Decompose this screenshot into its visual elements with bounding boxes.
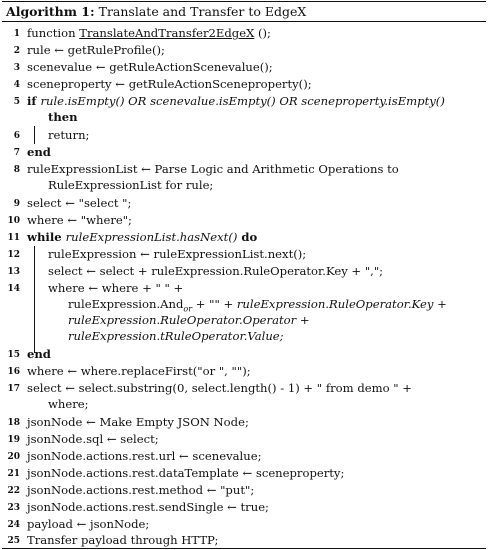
line-text [27,230,257,245]
line-text: jsonNode.actions.rest.method ← "put"; [27,483,255,497]
line-text: jsonNode.actions.rest.sendSingle ← true; [27,500,269,514]
line-text: scenevalue ← getRuleActionScenevalue(); [27,60,273,74]
algorithm-box [2,1,486,549]
line-number: 12 [7,250,20,260]
line-number: 17 [7,384,20,394]
line-number: 18 [7,418,20,428]
line-text: sceneproperty ← getRuleActionSceneproperty(); [27,77,312,91]
line-text [27,26,271,41]
function-name: TranslateAndTransfer2EdgeX [79,26,255,40]
line-text: select ← select + ruleExpression.RuleOperator.Key + ","; [48,264,384,278]
line-number: 8 [13,165,20,175]
line-number: 2 [13,46,20,56]
line-number: 5 [13,97,20,107]
or-subscript: or [183,304,193,314]
keyword-if: if [27,94,41,108]
line-number: 14 [7,284,20,294]
function-parens: (); [254,26,271,40]
key-part: ruleExpression.RuleOperator.Key + [236,297,447,311]
line-text: where; [48,397,89,411]
line-text [27,94,445,109]
if-condition: rule.isEmpty() OR scenevalue.isEmpty() OR sceneproperty.isEmpty() [40,94,445,108]
line-number: 1 [13,29,20,39]
line-number: 20 [7,452,20,462]
line-number: 9 [13,199,20,209]
algorithm-caption [2,2,486,22]
line-number: 4 [13,80,20,90]
line-text: jsonNode.actions.rest.url ← scenevalue; [27,449,262,463]
keyword-function: function [27,26,80,40]
line-number: 6 [13,131,20,141]
line-text: ruleExpression.tRuleOperator.Value; [68,329,284,343]
line-number: 19 [7,435,20,445]
line-text: RuleExpressionList for rule; [48,178,214,192]
keyword-then: then [48,110,78,124]
line-number: 25 [7,536,20,546]
keyword-while: while [27,230,66,244]
caption-title: Translate and Transfer to EdgeX [98,4,307,19]
if-block-rule [34,126,35,144]
line-text: payload ← jsonNode; [27,517,150,531]
line-text: where ← where.replaceFirst("or ", ""); [27,364,251,378]
line-number: 11 [7,233,20,243]
line-number: 23 [7,503,20,513]
keyword-end: end [27,347,51,361]
concat-part: + "" + [192,297,237,311]
line-text: where ← "where"; [27,213,132,227]
line-text: ruleExpressionList ← Parse Logic and Arithmetic Operations to [27,162,399,176]
line-text: select ← "select "; [27,196,132,210]
while-block-rule [34,246,35,353]
line-text: where ← where + " " + [48,281,184,295]
line-text: jsonNode.actions.rest.dataTemplate ← sceneproperty; [27,466,345,480]
line-number: 10 [7,216,20,226]
line-text: ruleExpression ← ruleExpressionList.next(); [48,247,307,261]
line-number: 21 [7,469,20,479]
line-number: 22 [7,486,20,496]
line-number: 3 [13,63,20,73]
line-number: 16 [7,367,20,377]
line-number: 24 [7,520,20,530]
line-text: ruleExpression.RuleOperator.Operator + [68,313,310,327]
line-text: Transfer payload through HTTP; [27,533,219,547]
while-condition: ruleExpressionList.hasNext() [65,230,238,244]
and-prefix: ruleExpression.And [68,297,184,311]
line-text: jsonNode.sql ← select; [27,432,159,446]
line-text: jsonNode ← Make Empty JSON Node; [27,415,249,429]
line-number: 13 [7,267,20,277]
line-number: 7 [13,148,20,158]
line-text: select ← select.substring(0, select.length() - 1) + " from demo " + [27,381,412,395]
keyword-do: do [237,230,258,244]
line-text: return; [48,128,90,142]
caption-label: Algorithm 1: [6,4,95,19]
line-number: 15 [7,350,20,360]
line-text: rule ← getRuleProfile(); [27,43,165,57]
keyword-end: end [27,145,51,159]
